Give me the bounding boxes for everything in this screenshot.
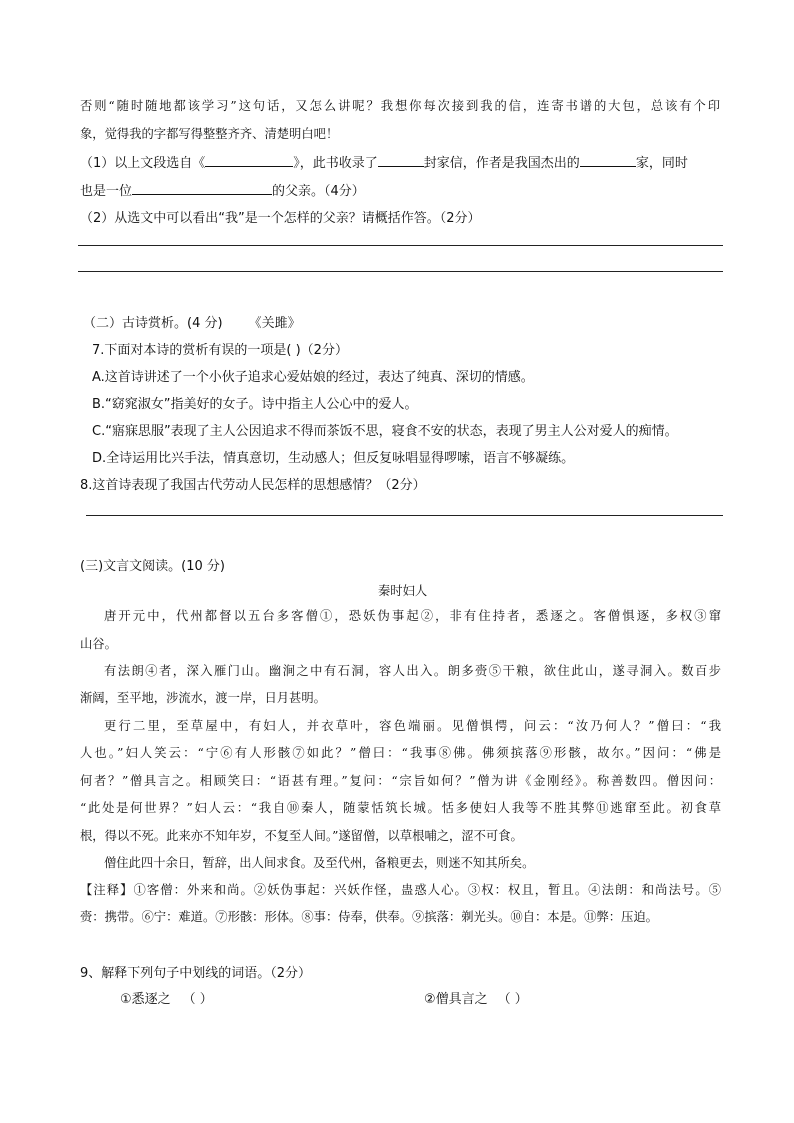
question-1-line-1 [80,152,688,171]
poem-title: 《关雎》 [248,316,301,331]
section-3-heading: (三)文言文阅读。(10 分) [80,559,225,574]
letter-count-blank[interactable] [378,152,424,167]
paragraph-3-line: 更行二里，至草屋中，有妇人，并衣草叶，容色端丽。见僧惧愕，问云：“汝乃何人？”僧曰：“我 [104,719,721,733]
father-type-blank[interactable] [132,180,272,195]
paragraph-3-line: 人也。”妇人笑云：“宁⑥有人形骸⑦如此？”僧曰：“我事⑧佛。佛须摈落⑨形骸，故尔。”因问：“佛是 [80,746,721,760]
paragraph-3-line: “此处是何世界？”妇人云：“我自⑩秦人，随蒙恬筑长城。恬多使妇人我等不胜其弊⑪逃窜至此。初食草 [80,801,721,815]
question-9-item-2 [424,988,528,1007]
book-title-blank[interactable] [205,152,293,167]
q1-text-b: 》，此书收录了 [293,156,378,171]
q1-text-f: 的父亲。（4分） [272,184,365,199]
q1-text-a: （1）以上文段选自《 [80,156,206,171]
section-2-heading [83,312,301,331]
option-a: A.这首诗讲述了一个小伙子追求心爱姑娘的经过，表达了纯真、深切的情感。 [92,370,534,385]
q1-text-d: 家，同时 [635,156,688,171]
item-1-sentence: ①悉逐之 [120,992,171,1007]
passage-line-1: 否则“随时随地都该学习”这句话，又怎么讲呢？我想你每次接到我的信，连寄书谱的大包，总该有个印 [80,99,720,113]
question-2: （2）从选文中可以看出“我”是一个怎样的父亲？请概括作答。（2分） [80,211,481,226]
option-b: B.“窈窕淑女”指美好的女子。诗中指主人公心中的爱人。 [92,397,418,412]
paragraph-1-line: 山谷。 [80,637,117,651]
question-9-item-1 [120,988,213,1007]
section-2-title: （二）古诗赏析。(4 分) [83,316,223,331]
annotation-line-1: 【注释】①客僧：外来和尚。②妖伪事起：兴妖作怪，蛊惑人心。③权：权且，暂且。④法朗：和尚法号。⑤ [80,883,721,897]
item-2-answer-paren[interactable]: （ ） [497,992,528,1007]
paragraph-2-line: 渐阔，至平地，涉流水，渡一岸，日月甚明。 [80,691,326,705]
passage-line-2: 象，觉得我的字都写得整整齐齐、清楚明白吧！ [80,127,339,141]
question-1-line-2 [80,180,365,199]
option-c: C.“寤寐思服”表现了主人公因追求不得而茶饭不思，寝食不安的状态，表现了男主人公对爱人的痴情。 [92,424,678,439]
q1-text-e: 也是一位 [80,184,133,199]
q1-text-c: 封家信，作者是我国杰出的 [423,156,580,171]
item-2-sentence: ②僧具言之 [424,992,488,1007]
profession-blank[interactable] [580,152,636,167]
paragraph-3-line: 根，得以不死。此来亦不知年岁，不复至人间。”遂留僧，以草根哺之，涩不可食。 [80,829,523,843]
annotation-line-2: 赍：携带。⑥宁：难道。⑦形骸：形体。⑧事：侍奉，供奉。⑨摈落：剃光头。⑩自：本是。⑪弊：压迫。 [80,910,658,924]
question-7: 7.下面对本诗的赏析有误的一项是( )（2分） [92,343,348,358]
item-1-answer-paren[interactable]: （ ） [182,992,213,1007]
classical-text-title: 秦时妇人 [378,584,428,598]
question-9: 9、解释下列句子中划线的词语。（2分） [80,966,312,981]
option-d: D.全诗运用比兴手法，情真意切，生动感人；但反复咏唱显得啰嗦，语言不够凝练。 [92,451,575,466]
answer-line[interactable] [86,515,723,516]
paragraph-3-line: 何者？”僧具言之。相顾笑曰：“语甚有理。”复问：“宗旨如何？”僧为讲《金刚经》。称善数四。僧因问： [80,774,721,788]
question-8: 8.这首诗表现了我国古代劳动人民怎样的思想感情？（2分） [80,478,426,493]
paragraph-4-line: 僧住此四十余日，暂辞，出人间求食。及至代州，备粮更去，则迷不知其所矣。 [104,856,535,870]
answer-line[interactable] [78,271,723,272]
paragraph-1-line: 唐开元中，代州都督以五台多客僧①，恐妖伪事起②，非有住持者，悉逐之。客僧惧逐，多权③窜 [104,609,721,623]
paragraph-2-line: 有法朗④者，深入雁门山。幽涧之中有石洞，容人出入。朗多赍⑤干粮，欲住此山，遂寻洞入。数百步 [104,664,721,678]
answer-line[interactable] [78,245,723,246]
